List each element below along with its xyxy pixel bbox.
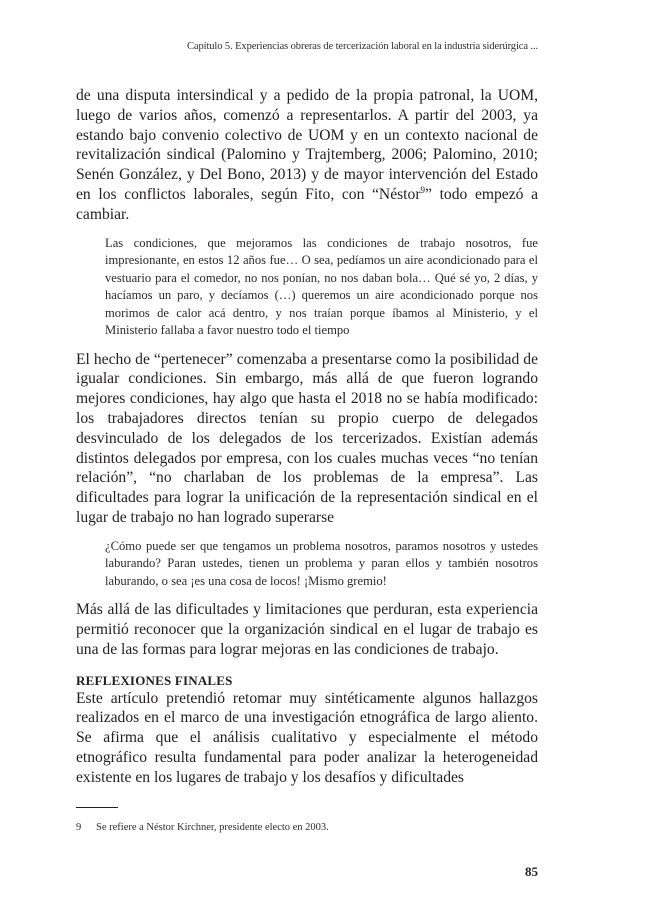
block-quote-2: ¿Cómo puede ser que tengamos un problema nosotros, paramos nosotros y ustedes laburando? Paran ustedes, tienen un problema y paran ellos y también nosotros laburando, o sea ¡es una cosa de locos! ¡Mismo gremio! [105,538,538,588]
paragraph-1-end: ” todo empezó a cambiar. [76,185,538,223]
main-text [76,86,538,788]
page-number: 85 [525,864,538,879]
footnote-reference: 9 [420,184,426,195]
block-quote-1: Las condiciones, que mejoramos las condiciones de trabajo nosotros, fue impresionante, en estos 12 años fue… O sea, pedíamos un aire acondicionado para el vestuario para el comedor, no nos ponían, no nos daban bola… Qué sé yo, 2 días, y hacíamos un paro, y decíamos (…) queremos un aire acondicionado porque nos morimos de calor acá dentro, y nos traían porque íbamos al Ministerio, y el Ministerio fallaba a favor nuestro todo el tiempo [105,235,538,338]
paragraph-1-text: de una disputa intersindical y a pedido de la propia patronal, la UOM, luego de varios años, comenzó a representarlos. A partir del 2003, ya estando bajo convenio colectivo de UOM y en un contexto nacional de revitalización sindical (Palomino y Trajtemberg, 2006; Palomino, 2010; Senén González, y Del Bono, 2013) y de mayor intervención del Estado en los conflictos laborales, según Fito, con “Néstor [76,87,538,203]
section-heading: REFLEXIONES FINALES [76,672,233,688]
footnote-separator [76,807,118,808]
footnote-number: 9 [76,822,82,833]
paragraph-1 [76,86,538,225]
footnote-text: Se refiere a Néstor Kirchner, presidente electo en 2003. [96,822,329,833]
paragraph-2: El hecho de “pertenecer” comenzaba a presentarse como la posibilidad de igualar condiciones. Sin embargo, más allá de que fueron logrando mejores condiciones, hay algo que hasta el 2018 no se había modificado: los trabajadores directos tenían su propio cuerpo de delegados desvinculado de los delegados de los tercerizados. Existían además distintos delegados por empresa, con los cuales muchas veces “no tenían relación”, “no charlaban de los problemas de la empresa”. Las dificultades para lograr la unificación de la representación sindical en el lugar de trabajo no han logrado superarse [76,350,538,526]
paragraph-4: Este artículo pretendió retomar muy sintéticamente algunos hallazgos realizados en el marco de una investigación etnográfica de largo aliento. Se afirma que el análisis cualitativo y especialmente el método etnográfico resulta fundamental para poder analizar la heterogeneidad existente en los lugares de trabajo y los desafíos y dificultades [76,689,538,786]
paragraph-3: Más allá de las dificultades y limitaciones que perduran, esta experiencia permitió reconocer que la organización sindical en el lugar de trabajo es una de las formas para lograr mejoras en las condiciones de trabajo. [76,601,538,658]
running-header: Capítulo 5. Experiencias obreras de tercerización laboral en la industria siderúrgica ... [187,41,538,52]
footnote [76,821,329,835]
